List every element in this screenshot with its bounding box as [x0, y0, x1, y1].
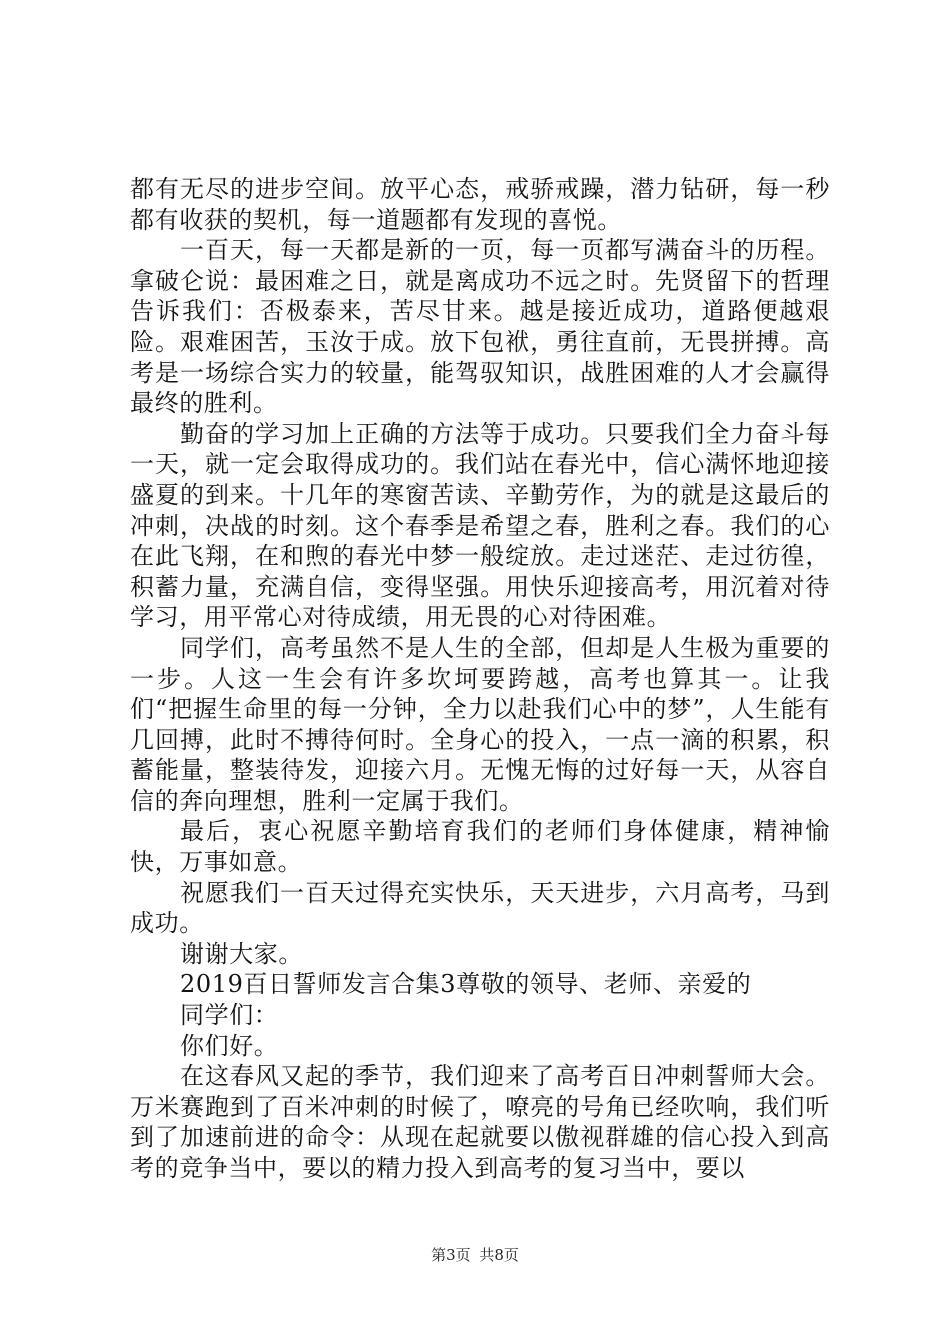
paragraph-5: 最后，衷心祝愿辛勤培育我们的老师们身体健康，精神愉快，万事如意。: [130, 817, 830, 877]
page-number: 第3页: [431, 1246, 471, 1264]
paragraph-2: 一百天，每一天都是新的一页，每一页都写满奋斗的历程。拿破仑说：最困难之日，就是离成功不远之时。先贤留下的哲理告诉我们：否极泰来，苦尽甘来。越是接近成功，道路便越艰险。艰难困苦，玉汝于成。放下包袱，勇往直前，无畏拼搏。高考是一场综合实力的较量，能驾驭知识，战胜困难的人才会赢得最终的胜利。: [130, 236, 830, 418]
paragraph-9: 同学们：: [180, 1001, 279, 1030]
paragraph-7: 谢谢大家。: [180, 939, 303, 968]
paragraph-1: 都有无尽的进步空间。放平心态，戒骄戒躁，潜力钻研，每一秒都有收获的契机，每一道题都有发现的喜悦。: [130, 175, 830, 234]
paragraph-11: 在这春风又起的季节，我们迎来了高考百日冲刺誓师大会。万米赛跑到了百米冲刺的时候了，嘹亮的号角已经吹响，我们听到了加速前进的命令：从现在起就要以傲视群雄的信心投入到高考的竞争当中，要以的精力投入到高考的复习当中，要以: [130, 1062, 830, 1182]
document-body: [130, 174, 830, 1184]
paragraph-3: 勤奋的学习加上正确的方法等于成功。只要我们全力奋斗每一天，就一定会取得成功的。我们站在春光中，信心满怀地迎接盛夏的到来。十几年的寒窗苦读、辛勤劳作，为的就是这最后的冲刺，决战的时刻。这个春季是希望之春，胜利之春。我们的心在此飞翔，在和煦的春光中梦一般绽放。走过迷茫、走过彷徨，积蓄力量，充满自信，变得坚强。用快乐迎接高考，用沉着对待学习，用平常心对待成绩，用无畏的心对待困难。: [130, 419, 830, 632]
page-total: 共8页: [479, 1246, 519, 1264]
paragraph-10: 你们好。: [180, 1031, 279, 1060]
page-footer: [0, 1244, 950, 1265]
paragraph-4: 同学们，高考虽然不是人生的全部，但却是人生极为重要的一步。人这一生会有许多坎坷要跨越，高考也算其一。让我们“把握生命里的每一分钟，全力以赴我们心中的梦”，人生能有几回搏，此时不搏待何时。全身心的投入，一点一滴的积累，积蓄能量，整装待发，迎接六月。无愧无悔的过好每一天，从容自信的奔向理想，胜利一定属于我们。: [130, 633, 830, 815]
paragraph-8-heading: 2019百日誓师发言合集3尊敬的领导、老师、亲爱的: [180, 970, 752, 999]
paragraph-6: 祝愿我们一百天过得充实快乐，天天进步，六月高考，马到成功。: [130, 878, 830, 938]
